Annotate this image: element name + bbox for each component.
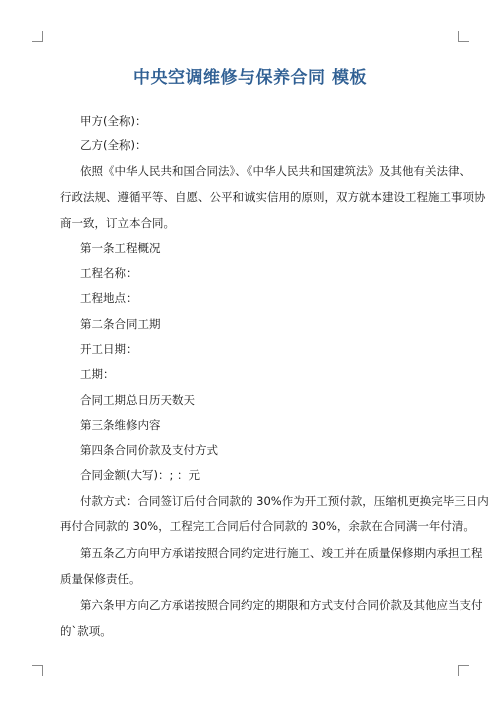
document-title: 中央空调维修与保养合同 模板 xyxy=(133,68,367,88)
payment-terms-line-1: 付款方式：合同签订后付合同款的 30%作为开工预付款，压缩机更换完毕三日内 xyxy=(80,494,489,508)
article-4-heading: 第四条合同价款及支付方式 xyxy=(80,443,218,457)
project-name-line: 工程名称： xyxy=(80,266,138,280)
total-days-line: 合同工期总日历天数天 xyxy=(80,393,195,407)
crop-mark-top-right xyxy=(458,31,469,42)
crop-mark-bottom-left xyxy=(32,665,43,676)
party-b-line: 乙方(全称)： xyxy=(80,138,147,152)
article-2-heading: 第二条合同工期 xyxy=(80,317,161,331)
crop-mark-top-left xyxy=(32,31,43,42)
preamble-line-2: 行政法规、遵循平等、自愿、公平和诚实信用的原则，双方就本建设工程施工事项协 xyxy=(60,190,486,204)
duration-line: 工期： xyxy=(80,367,115,381)
article-1-heading: 第一条工程概况 xyxy=(80,241,161,255)
article-3-heading: 第三条维修内容 xyxy=(80,418,161,432)
crop-mark-bottom-right xyxy=(458,665,469,676)
party-a-line: 甲方(全称)： xyxy=(80,114,147,128)
article-6-line-1: 第六条甲方向乙方承诺按照合同约定的期限和方式支付合同价款及其他应当支付 xyxy=(80,598,483,612)
project-location-line: 工程地点： xyxy=(80,291,138,305)
article-5-line-2: 质量保修责任。 xyxy=(60,572,141,586)
payment-terms-line-2: 再付合同款的 30%，工程完工合同后付合同款的 30%，余款在合同满一年付清。 xyxy=(60,519,475,533)
start-date-line: 开工日期： xyxy=(80,342,138,356)
contract-amount-line: 合同金额(大写)：; ：元 xyxy=(80,468,201,482)
preamble-line-1: 依照《中华人民共和国合同法》、《中华人民共和国建筑法》及其他有关法律、 xyxy=(80,164,471,178)
article-5-line-1: 第五条乙方向甲方承诺按照合同约定进行施工、竣工并在质量保修期内承担工程 xyxy=(80,546,483,560)
article-6-line-2: 的`款项。 xyxy=(60,624,112,638)
preamble-line-3: 商一致，订立本合同。 xyxy=(60,216,175,230)
